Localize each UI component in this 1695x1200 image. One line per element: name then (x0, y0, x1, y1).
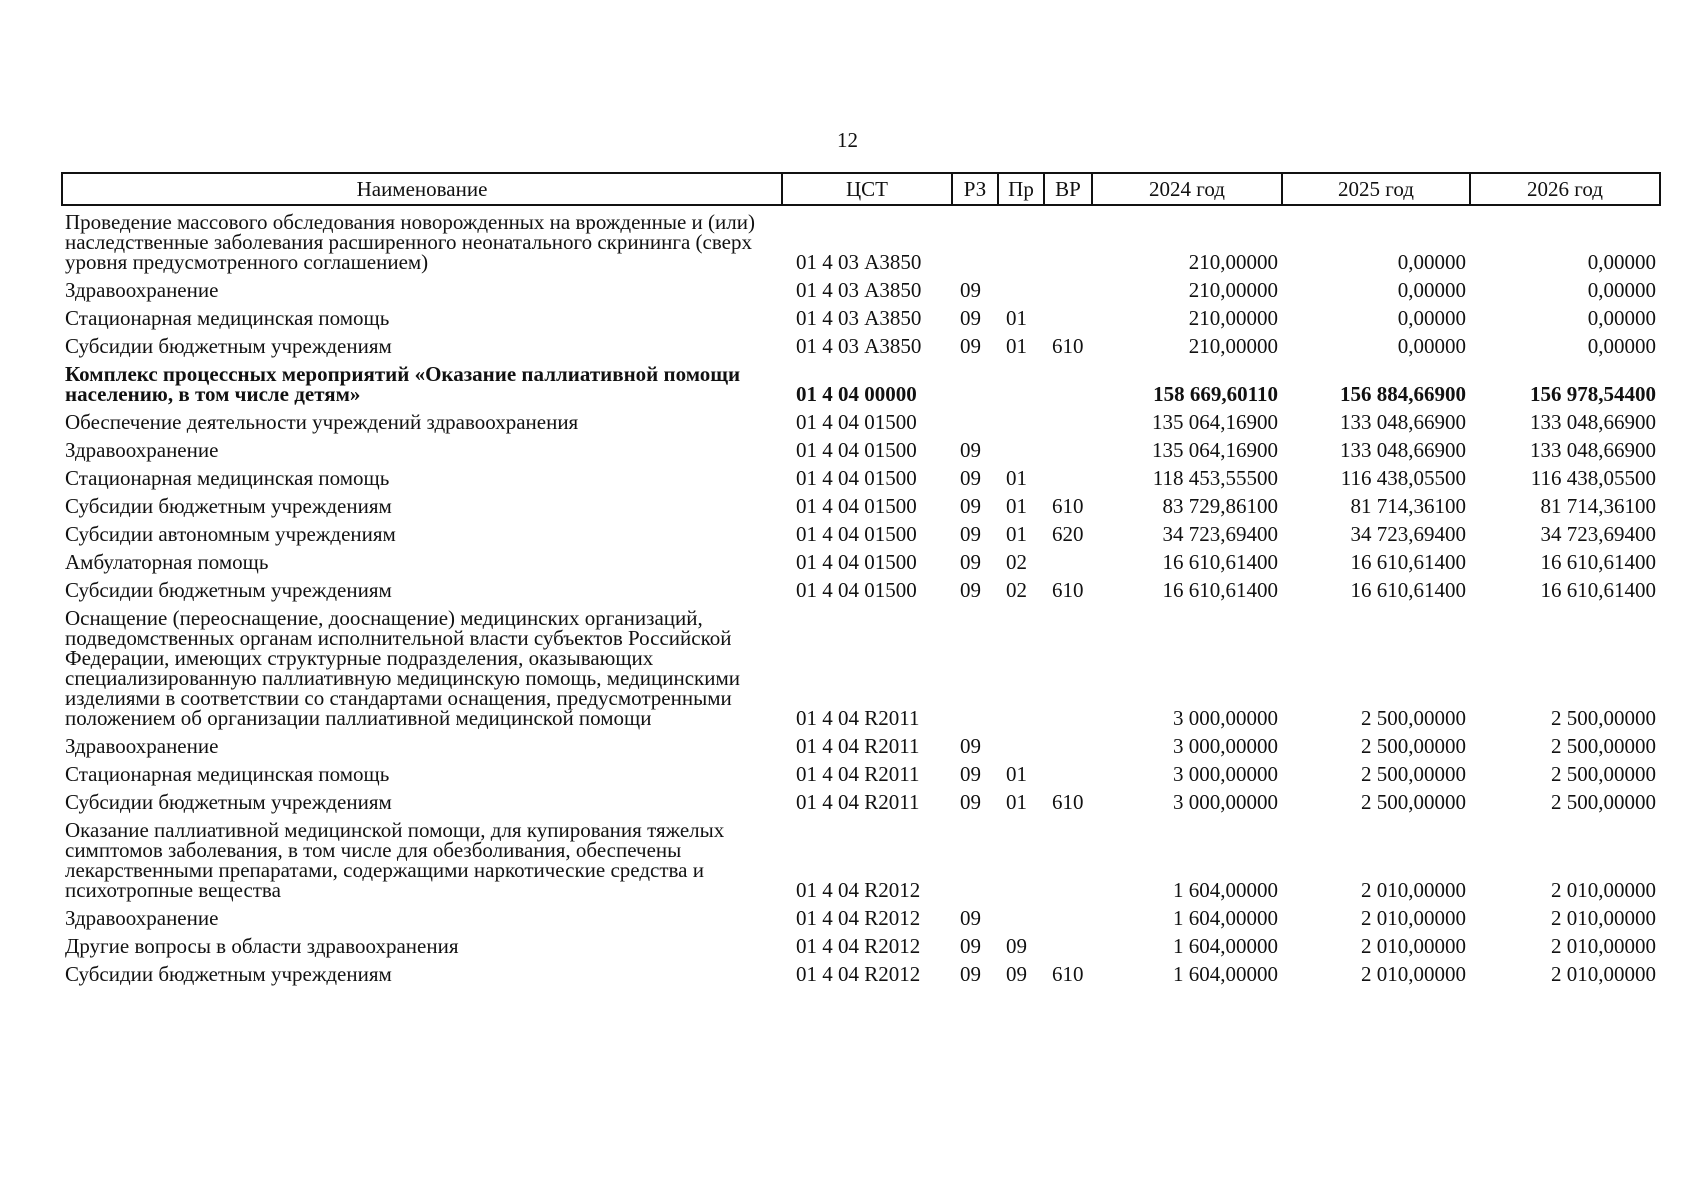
row-cst: 01 4 04 R2012 (796, 962, 921, 986)
row-name: Здравоохранение (65, 906, 219, 930)
row-pr: 09 (1006, 934, 1027, 958)
row-rz: 09 (960, 790, 981, 814)
row-rz (952, 205, 998, 276)
row-vr: 610 (1052, 962, 1084, 986)
row-rz: 09 (960, 550, 981, 574)
row-name: Здравоохранение (65, 734, 219, 758)
row-vr (1044, 360, 1092, 408)
row-2024: 16 610,61400 (1162, 550, 1278, 574)
row-vr (1044, 304, 1092, 332)
row-2024: 1 604,00000 (1173, 906, 1278, 930)
table-row (62, 548, 1660, 576)
table-row (62, 332, 1660, 360)
row-2025: 2 500,00000 (1361, 762, 1466, 786)
row-pr (998, 205, 1044, 276)
table-row (62, 360, 1660, 408)
row-2024: 1 604,00000 (1173, 878, 1278, 902)
row-pr (998, 904, 1044, 932)
row-cst: 01 4 04 00000 (796, 382, 917, 406)
row-vr (1044, 904, 1092, 932)
table-row (62, 904, 1660, 932)
row-pr: 09 (1006, 962, 1027, 986)
row-2025: 16 610,61400 (1350, 550, 1466, 574)
row-pr (998, 732, 1044, 760)
row-rz: 09 (960, 578, 981, 602)
row-rz: 09 (960, 762, 981, 786)
row-vr: 610 (1052, 494, 1084, 518)
row-2024: 1 604,00000 (1173, 962, 1278, 986)
row-name: Другие вопросы в области здравоохранения (65, 934, 459, 958)
row-cst: 01 4 04 01500 (796, 438, 917, 462)
page-number: 12 (837, 128, 858, 152)
row-2025: 116 438,05500 (1340, 466, 1466, 490)
row-rz: 09 (960, 934, 981, 958)
row-rz (952, 360, 998, 408)
row-vr (1044, 276, 1092, 304)
row-vr (1044, 932, 1092, 960)
row-rz: 09 (960, 278, 981, 302)
row-2025: 2 010,00000 (1361, 934, 1466, 958)
row-pr: 01 (1006, 494, 1027, 518)
row-2024: 3 000,00000 (1173, 762, 1278, 786)
row-2026: 116 438,05500 (1530, 466, 1656, 490)
row-rz: 09 (960, 962, 981, 986)
row-2026: 34 723,69400 (1540, 522, 1656, 546)
row-rz: 09 (960, 466, 981, 490)
row-cst: 01 4 04 R2011 (796, 762, 920, 786)
row-rz: 09 (960, 494, 981, 518)
row-2024: 210,00000 (1188, 306, 1278, 330)
row-cst: 01 4 04 01500 (796, 466, 917, 490)
row-2026: 0,00000 (1587, 250, 1656, 274)
row-2025: 34 723,69400 (1350, 522, 1466, 546)
row-2026: 133 048,66900 (1530, 438, 1656, 462)
row-vr (1044, 816, 1092, 904)
row-pr: 01 (1006, 762, 1027, 786)
table-row (62, 408, 1660, 436)
row-2026: 0,00000 (1587, 278, 1656, 302)
row-2025: 16 610,61400 (1350, 578, 1466, 602)
row-2024: 135 064,16900 (1152, 438, 1278, 462)
row-vr (1044, 760, 1092, 788)
row-rz: 09 (960, 306, 981, 330)
table-row (62, 760, 1660, 788)
row-vr: 610 (1052, 790, 1084, 814)
row-name: Субсидии автономным учреждениям (65, 522, 396, 546)
row-2026: 2 500,00000 (1551, 762, 1656, 786)
row-vr: 610 (1052, 578, 1084, 602)
row-vr (1044, 464, 1092, 492)
table-row (62, 492, 1660, 520)
row-name: Амбулаторная помощь (65, 550, 269, 574)
row-2024: 158 669,60110 (1153, 382, 1278, 406)
row-2025: 0,00000 (1397, 250, 1466, 274)
row-rz: 09 (960, 334, 981, 358)
table-row (62, 576, 1660, 604)
header-rz: РЗ (952, 173, 998, 205)
row-2026: 0,00000 (1587, 334, 1656, 358)
row-2024: 83 729,86100 (1162, 494, 1278, 518)
row-2025: 133 048,66900 (1340, 438, 1466, 462)
row-2026: 16 610,61400 (1540, 550, 1656, 574)
row-vr (1044, 548, 1092, 576)
table-row (62, 816, 1660, 904)
row-name: Оказание паллиативной медицинской помощи, для купирования тяжелых симптомов заболевания, в том числе для обезболивания, обеспечены лекарственными препаратами, содержащими наркотические средства и психотропные вещества (65, 818, 725, 902)
header-vr: ВР (1044, 173, 1092, 205)
row-2026: 81 714,36100 (1540, 494, 1656, 518)
row-cst: 01 4 04 R2012 (796, 934, 921, 958)
table-row (62, 960, 1660, 988)
table-row (62, 604, 1660, 732)
row-cst: 01 4 04 R2011 (796, 790, 920, 814)
row-name: Здравоохранение (65, 278, 219, 302)
table-row (62, 464, 1660, 492)
row-2026: 2 500,00000 (1551, 706, 1656, 730)
row-pr: 01 (1006, 522, 1027, 546)
table-header (62, 173, 1660, 205)
row-name: Здравоохранение (65, 438, 219, 462)
row-name: Субсидии бюджетным учреждениям (65, 578, 392, 602)
table-row (62, 436, 1660, 464)
row-name: Комплекс процессных мероприятий «Оказание паллиативной помощи населению, в том числе детям» (65, 362, 741, 406)
table-row (62, 276, 1660, 304)
row-2025: 2 500,00000 (1361, 790, 1466, 814)
row-pr: 01 (1006, 306, 1027, 330)
row-2025: 81 714,36100 (1350, 494, 1466, 518)
row-rz: 09 (960, 906, 981, 930)
row-pr (998, 816, 1044, 904)
row-2026: 2 010,00000 (1551, 878, 1656, 902)
row-name: Оснащение (переоснащение, дооснащение) медицинских организаций, подведомственных органам исполнительной власти субъектов Российской Федерации, имеющих структурные подразделения, оказывающих специализированную паллиативную медицинскую помощь, медицинскими изделиями в соответствии со стандартами оснащения, предусмотренными положением об организации паллиативной медицинской помощи (65, 606, 740, 730)
row-vr: 610 (1052, 334, 1084, 358)
row-cst: 01 4 03 А3850 (796, 278, 922, 302)
row-2024: 1 604,00000 (1173, 934, 1278, 958)
row-2025: 0,00000 (1397, 334, 1466, 358)
row-rz (952, 816, 998, 904)
row-pr (998, 408, 1044, 436)
row-cst: 01 4 04 01500 (796, 522, 917, 546)
row-rz: 09 (960, 734, 981, 758)
table-row (62, 788, 1660, 816)
row-2025: 2 500,00000 (1361, 734, 1466, 758)
budget-table (61, 172, 1661, 988)
row-2024: 34 723,69400 (1162, 522, 1278, 546)
row-name: Обеспечение деятельности учреждений здравоохранения (65, 410, 579, 434)
row-2026: 2 010,00000 (1551, 934, 1656, 958)
row-2025: 133 048,66900 (1340, 410, 1466, 434)
row-2025: 2 010,00000 (1361, 878, 1466, 902)
row-cst: 01 4 04 01500 (796, 578, 917, 602)
row-name: Субсидии бюджетным учреждениям (65, 494, 392, 518)
row-2026: 0,00000 (1587, 306, 1656, 330)
row-2026: 2 500,00000 (1551, 734, 1656, 758)
row-vr (1044, 408, 1092, 436)
row-name: Субсидии бюджетным учреждениям (65, 334, 392, 358)
row-pr: 02 (1006, 550, 1027, 574)
row-name: Субсидии бюджетным учреждениям (65, 790, 392, 814)
header-2024: 2024 год (1092, 173, 1282, 205)
table-row (62, 304, 1660, 332)
row-pr: 01 (1006, 466, 1027, 490)
row-name: Стационарная медицинская помощь (65, 466, 390, 490)
row-2024: 3 000,00000 (1173, 790, 1278, 814)
header-cst: ЦСТ (782, 173, 952, 205)
row-vr: 620 (1052, 522, 1084, 546)
table-row (62, 205, 1660, 276)
table-row (62, 932, 1660, 960)
row-rz: 09 (960, 522, 981, 546)
header-2025: 2025 год (1282, 173, 1470, 205)
row-rz (952, 408, 998, 436)
row-2025: 2 500,00000 (1361, 706, 1466, 730)
row-2024: 135 064,16900 (1152, 410, 1278, 434)
table-row (62, 732, 1660, 760)
row-cst: 01 4 04 01500 (796, 550, 917, 574)
row-vr (1044, 436, 1092, 464)
row-pr (998, 360, 1044, 408)
header-2026: 2026 год (1470, 173, 1660, 205)
row-2026: 2 010,00000 (1551, 906, 1656, 930)
table-body (62, 205, 1660, 988)
row-2024: 210,00000 (1188, 250, 1278, 274)
row-pr (998, 436, 1044, 464)
header-pr: Пр (998, 173, 1044, 205)
row-2025: 2 010,00000 (1361, 962, 1466, 986)
row-2026: 2 010,00000 (1551, 962, 1656, 986)
row-2024: 16 610,61400 (1162, 578, 1278, 602)
row-2024: 118 453,55500 (1152, 466, 1278, 490)
row-name: Проведение массового обследования новорожденных на врожденные и (или) наследственные заболевания расширенного неонатального скрининга (сверх уровня предусмотренного соглашением) (65, 210, 755, 274)
row-cst: 01 4 04 R2012 (796, 878, 921, 902)
row-pr (998, 604, 1044, 732)
row-cst: 01 4 04 01500 (796, 494, 917, 518)
row-cst: 01 4 04 R2012 (796, 906, 921, 930)
row-2026: 156 978,54400 (1530, 382, 1656, 406)
table-row (62, 520, 1660, 548)
row-pr: 01 (1006, 334, 1027, 358)
row-2026: 16 610,61400 (1540, 578, 1656, 602)
row-pr (998, 276, 1044, 304)
row-cst: 01 4 03 А3850 (796, 334, 922, 358)
row-2026: 2 500,00000 (1551, 790, 1656, 814)
header-name: Наименование (62, 173, 782, 205)
row-2025: 2 010,00000 (1361, 906, 1466, 930)
row-2024: 210,00000 (1188, 278, 1278, 302)
row-cst: 01 4 03 А3850 (796, 306, 922, 330)
row-vr (1044, 205, 1092, 276)
row-vr (1044, 732, 1092, 760)
row-name: Стационарная медицинская помощь (65, 762, 390, 786)
row-2024: 3 000,00000 (1173, 706, 1278, 730)
row-rz (952, 604, 998, 732)
row-2025: 0,00000 (1397, 306, 1466, 330)
row-2026: 133 048,66900 (1530, 410, 1656, 434)
row-cst: 01 4 03 А3850 (796, 250, 922, 274)
row-pr: 01 (1006, 790, 1027, 814)
row-cst: 01 4 04 R2011 (796, 706, 920, 730)
row-pr: 02 (1006, 578, 1027, 602)
row-name: Стационарная медицинская помощь (65, 306, 390, 330)
row-name: Субсидии бюджетным учреждениям (65, 962, 392, 986)
row-2025: 156 884,66900 (1340, 382, 1466, 406)
row-2025: 0,00000 (1397, 278, 1466, 302)
row-2024: 3 000,00000 (1173, 734, 1278, 758)
row-vr (1044, 604, 1092, 732)
row-rz: 09 (960, 438, 981, 462)
row-cst: 01 4 04 R2011 (796, 734, 920, 758)
row-2024: 210,00000 (1188, 334, 1278, 358)
row-cst: 01 4 04 01500 (796, 410, 917, 434)
